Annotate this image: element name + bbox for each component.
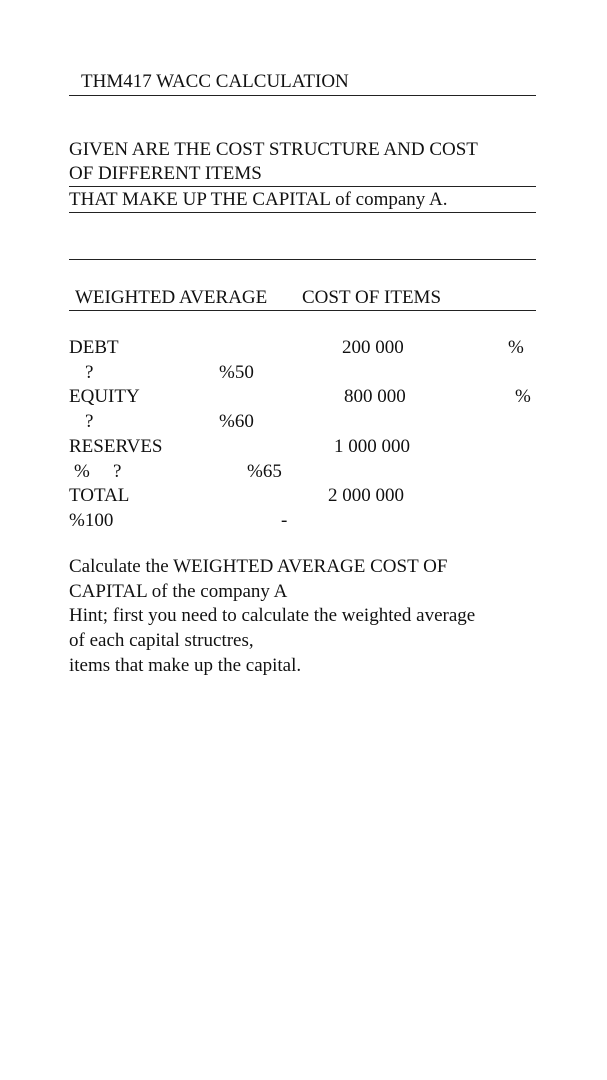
- intro-underline-2: [69, 212, 536, 213]
- hint-line-1: Hint; first you need to calculate the weighted average: [69, 605, 476, 626]
- row-equity-name: EQUITY: [69, 386, 140, 407]
- table-header-cost-of-items: COST OF ITEMS: [302, 287, 442, 308]
- section-divider: [69, 259, 536, 260]
- intro-line-3: THAT MAKE UP THE CAPITAL of company A.: [69, 189, 448, 210]
- row-debt-weight: ?: [85, 362, 94, 383]
- row-total-amount: 2 000 000: [328, 485, 404, 506]
- row-equity-percent-sign: %: [515, 386, 531, 407]
- intro-line-1: GIVEN ARE THE COST STRUCTURE AND COST: [69, 139, 478, 160]
- row-reserves-name: RESERVES: [69, 436, 163, 457]
- title-underline: [69, 95, 536, 96]
- row-total-weight: %100: [69, 510, 114, 531]
- row-debt-cost: %50: [219, 362, 254, 383]
- row-equity-amount: 800 000: [344, 386, 406, 407]
- row-reserves-weight: ?: [113, 461, 122, 482]
- row-reserves-cost: %65: [247, 461, 282, 482]
- hint-line-2: of each capital structres,: [69, 630, 254, 651]
- intro-underline-1: [69, 186, 536, 187]
- row-debt-amount: 200 000: [342, 337, 404, 358]
- intro-line-2: OF DIFFERENT ITEMS: [69, 163, 262, 184]
- row-debt-percent-sign: %: [508, 337, 524, 358]
- instruction-line-2: CAPITAL of the company A: [69, 581, 288, 602]
- row-equity-weight: ?: [85, 411, 94, 432]
- row-reserves-percent-sign: %: [74, 461, 90, 482]
- table-header-underline: [69, 310, 536, 311]
- document-title: THM417 WACC CALCULATION: [81, 71, 349, 92]
- row-total-cost: -: [281, 510, 288, 531]
- row-equity-cost: %60: [219, 411, 254, 432]
- instruction-line-1: Calculate the WEIGHTED AVERAGE COST OF: [69, 556, 448, 577]
- table-header-weighted-average: WEIGHTED AVERAGE: [75, 287, 268, 308]
- row-total-name: TOTAL: [69, 485, 130, 506]
- row-reserves-amount: 1 000 000: [334, 436, 410, 457]
- hint-line-3: items that make up the capital.: [69, 655, 302, 676]
- row-debt-name: DEBT: [69, 337, 119, 358]
